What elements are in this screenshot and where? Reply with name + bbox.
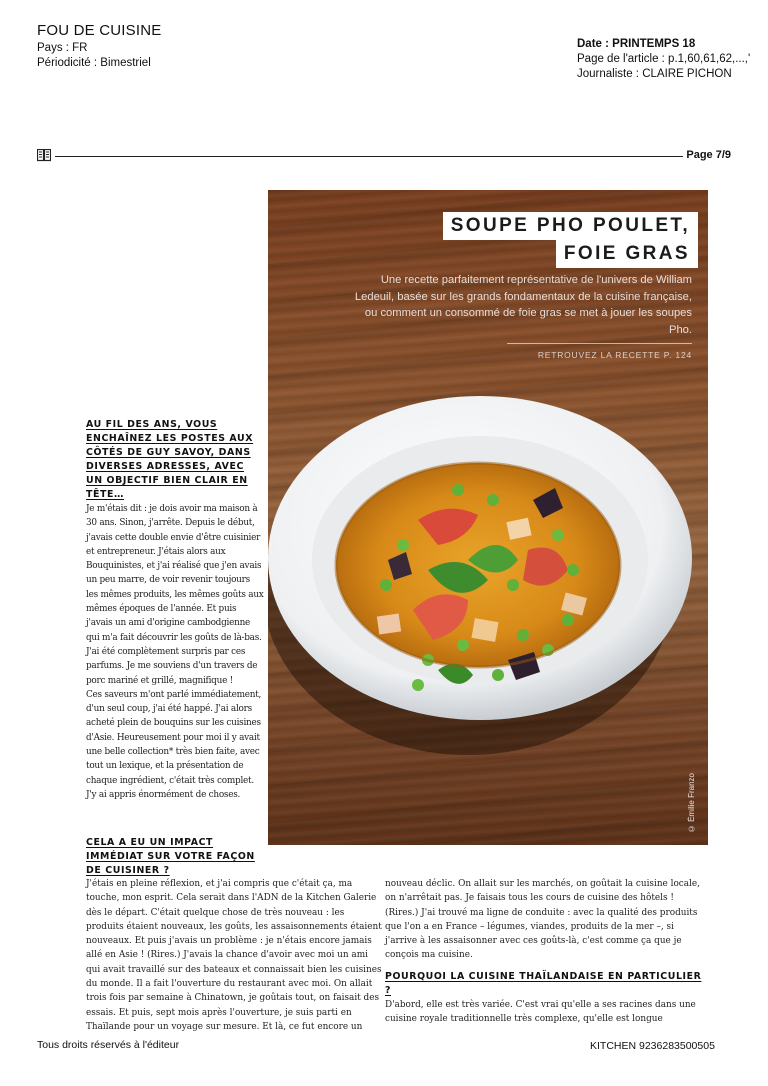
- recipe-title-line1: SOUPE PHO POULET,: [443, 212, 698, 240]
- answer-1-paragraph-1: Je m'étais dit : je dois avoir ma maison à 30 ans. Sinon, j'arrête. Depuis le début, j'avais cette double envie d'être cuisinier et entrepreneur. J'étais alors aux Bouquinistes, et j'ai réalisé que j'en avais un peu marre, de voir revenir toujours les mêmes produits, les mêmes goûts aux mêmes époques de l'année. Et puis j'avais un ami d'origine cambodgienne qui m'a fait découvrir les goûts de là-bas. J'ai été complètement surpris par ces parfums. Je me souviens d'un travers de porc mariné et grillé, magnifique !: [86, 504, 264, 686]
- answer-1: [86, 502, 264, 802]
- frequency-label: Périodicité : Bimestriel: [37, 57, 151, 69]
- answer-2-right-text: nouveau déclic. On allait sur les marchés, on goûtait la cuisine locale, on n'arrêtait pas. Je faisais tous les cours de cuisine des hôtels ! (Rires.) J'ai trouvé ma ligne de conduite : avec la qualité des produits que l'on a en France – légumes, viandes, produits de la mer –, si j'arrive à les assaisonner avec ces goûts-là, c'est comme ça que je conçois ma cuisine.: [385, 879, 700, 961]
- date-label: Date : PRINTEMPS 18: [577, 38, 696, 50]
- interview-column-left: [86, 418, 264, 802]
- recipe-intro: Une recette parfaitement représentative de l'univers de William Ledeuil, basée sur les grands fondamentaux de la cuisine française, ou comment un consommé de foie gras se met à jouer les soupes Pho.: [354, 274, 692, 336]
- answer-2-left-text: J'étais en pleine réflexion, et j'ai compris que c'était ça, ma touche, mon esprit. Cela serait dans l'ADN de la Kitchen Galerie dès le départ. C'était quelque chose de très nouveau : les produits étaient nouveaux, les goûts, les assaisonnements étaient nouveaux. Et puis j'avais un problème : je n'étais encore jamais allé en Asie ! (Rires.) J'avais la chance d'avoir avec moi un ami qui avait travaillé sur des bateaux et connaissait bien les cuisines du monde. Il a fait l'ouverture du restaurant avec moi. On allait trois fois par semaine à Chinatown, je goûtais tout, on faisait des essais. Et puis, sept mois après l'ouverture, je suis parti en Thaïlande pour un voyage sur mesure. Et là, ce fut encore un: [86, 879, 382, 1032]
- intro-divider: [507, 343, 692, 344]
- document-code: KITCHEN 9236283500505: [590, 1040, 715, 1052]
- publication-meta: [37, 41, 151, 71]
- recipe-reference: RETROUVEZ LA RECETTE P. 124: [537, 350, 692, 360]
- question-2: CELA A EU UN IMPACT IMMÉDIAT SUR VOTRE FAÇON DE CUISINER ?: [86, 837, 255, 876]
- question-3: POURQUOI LA CUISINE THAÏLANDAISE EN PARTICULIER ?: [385, 970, 702, 996]
- book-icon: [37, 149, 51, 162]
- country-label: Pays : FR: [37, 42, 88, 54]
- journalist-label: Journaliste : CLAIRE PICHON: [577, 68, 732, 80]
- answer-2-right: [385, 877, 707, 963]
- answer-1-paragraph-2: Ces saveurs m'ont parlé immédiatement, d'un seul coup, j'ai été happé. J'ai alors acheté plein de bouquins sur les cuisines d'Asie. Heureusement pour moi il y avait une belle collection* très bien faite, avec tout un lexique, et la présentation de chaque ingrédient, c'était très complet. J'y ai appris énormément de choses.: [86, 689, 262, 800]
- article-pages-label: Page de l'article : p.1,60,61,62,...,': [577, 53, 751, 65]
- answer-3: [385, 998, 707, 1027]
- interview-column-right: [385, 877, 707, 1026]
- divider-line: [55, 156, 683, 157]
- answer-2-left: [86, 877, 382, 1034]
- publication-name: FOU DE CUISINE: [37, 22, 162, 39]
- question-1: AU FIL DES ANS, VOUS ENCHAÎNEZ LES POSTES AUX CÔTÉS DE GUY SAVOY, DANS DIVERSES ADRESSES, AVEC UN OBJECTIF BIEN CLAIR EN TÊTE…: [86, 419, 254, 500]
- rights-notice: Tous droits réservés à l'éditeur: [37, 1039, 180, 1051]
- dish-photo: [268, 190, 708, 845]
- photo-credit: © Émilie Franzo: [687, 772, 696, 833]
- article-meta: [577, 37, 750, 82]
- page-rule: [37, 148, 731, 164]
- recipe-title-line2: FOIE GRAS: [556, 240, 698, 268]
- answer-3-text: D'abord, elle est très variée. C'est vrai qu'elle a ses racines dans une cuisine royale traditionnelle très complexe, qu'elle est longue: [385, 999, 696, 1025]
- page-number: Page 7/9: [686, 149, 731, 161]
